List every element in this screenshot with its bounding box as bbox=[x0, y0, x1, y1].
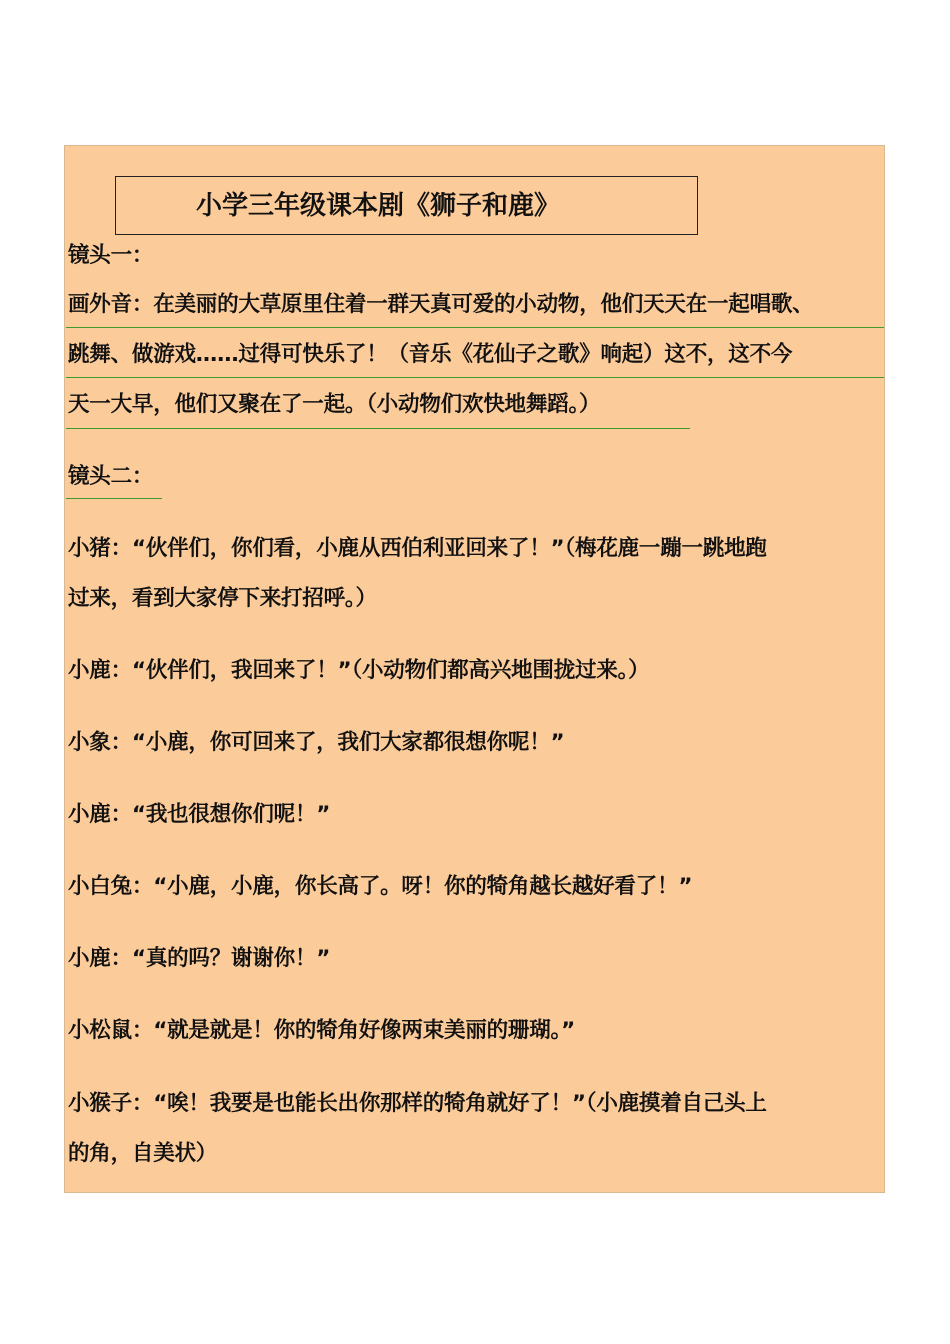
dialogue-line: 小白兔：“小鹿，小鹿，你长高了。呀！你的犄角越长越好看了！” bbox=[68, 874, 693, 899]
dialogue-line: 小鹿：“我也很想你们呢！” bbox=[68, 802, 331, 827]
dialogue-line: 小鹿：“伙伴们，我回来了！”（小动物们都高兴地围拢过来。） bbox=[68, 658, 650, 683]
scene1-heading: 镜头一： bbox=[68, 243, 154, 268]
narration-line-2: 跳舞、做游戏……过得可快乐了！（音乐《花仙子之歌》响起）这不，这不今 bbox=[68, 342, 793, 367]
page-title: 小学三年级课本剧《狮子和鹿》 bbox=[196, 191, 561, 221]
underline bbox=[66, 428, 690, 429]
dialogue-line: 小猴子：“唉！我要是也能长出你那样的犄角就好了！”（小鹿摸着自己头上 bbox=[68, 1091, 767, 1116]
dialogue-line: 小松鼠：“就是就是！你的犄角好像两束美丽的珊瑚。” bbox=[68, 1018, 576, 1043]
dialogue-line: 小象：“小鹿，你可回来了，我们大家都很想你呢！” bbox=[68, 730, 565, 755]
underline bbox=[66, 498, 162, 499]
narration-line-3: 天一大早，他们又聚在了一起。（小动物们欢快地舞蹈。） bbox=[68, 392, 601, 417]
scene2-heading: 镜头二： bbox=[68, 464, 154, 489]
dialogue-line: 的角，自美状） bbox=[68, 1141, 218, 1166]
dialogue-line: 小猪：“伙伴们，你们看，小鹿从西伯利亚回来了！”（梅花鹿一蹦一跳地跑 bbox=[68, 536, 767, 561]
dialogue-line: 过来，看到大家停下来打招呼。） bbox=[68, 586, 377, 611]
underline bbox=[66, 327, 884, 328]
underline bbox=[66, 377, 884, 378]
dialogue-line: 小鹿：“真的吗？谢谢你！” bbox=[68, 946, 331, 971]
narration-line-1: 画外音：在美丽的大草原里住着一群天真可爱的小动物，他们天天在一起唱歌、 bbox=[68, 292, 814, 317]
